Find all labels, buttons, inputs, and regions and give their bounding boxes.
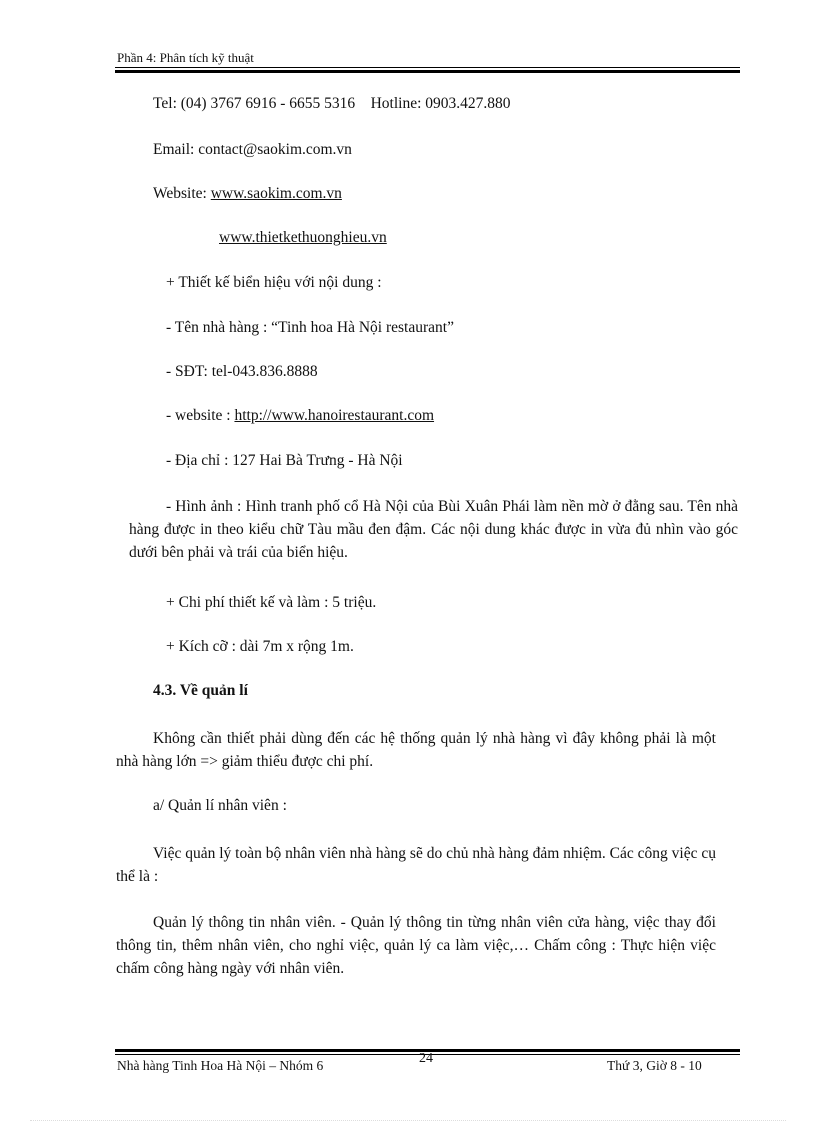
footer-left-text: Nhà hàng Tinh Hoa Hà Nội – Nhóm 6: [117, 1058, 324, 1073]
header-rule-thin: [115, 67, 740, 68]
management-paragraph-2: Quản lý thông tin nhân viên. - Quản lý thông tin từng nhân viên cửa hàng, việc thay đổi thông tin, thêm nhân viên, cho nghỉ việc, quản lý ca làm việc,… Chấm công : Thực hiện việc chấm công hàng ngày với nhân viên.: [116, 914, 716, 977]
page-number: 24: [419, 1051, 433, 1066]
website-link-saokim[interactable]: www.saokim.com.vn: [210, 185, 342, 202]
management-heading: 4.3. Về quản lí: [153, 682, 248, 699]
signboard-image-desc: - Hình ảnh : Hình tranh phố cổ Hà Nội của Bùi Xuân Phái làm nền mờ ở đằng sau. Tên nhà hàng được in theo kiểu chữ Tàu mầu đen đậm. Các nội dung khác được in vừa đủ nhìn vào góc dưới bên phải và trái của biển hiệu.: [129, 498, 738, 561]
website-label: Website:: [153, 185, 211, 202]
signboard-website-label: - website :: [166, 407, 235, 424]
signboard-address: - Địa chỉ : 127 Hai Bà Trưng - Hà Nội: [166, 452, 403, 469]
management-intro: Không cần thiết phải dùng đến các hệ thống quản lý nhà hàng vì đây không phải là một nhà hàng lớn => giảm thiểu được chi phí.: [116, 730, 716, 770]
header-rule-thick: [115, 70, 740, 73]
management-sub-heading: a/ Quản lí nhân viên :: [153, 797, 287, 814]
signboard-heading: + Thiết kế biển hiệu với nội dung :: [166, 274, 382, 291]
header-section-title: Phần 4: Phân tích kỹ thuật: [117, 50, 254, 65]
signboard-size: + Kích cỡ : dài 7m x rộng 1m.: [166, 638, 354, 655]
signboard-cost: + Chi phí thiết kế và làm : 5 triệu.: [166, 594, 377, 611]
website-line: [153, 185, 342, 203]
footer-right-text: Thứ 3, Giờ 8 - 10: [607, 1058, 702, 1073]
tel-line: Tel: (04) 3767 6916 - 6655 5316 Hotline: 0903.427.880: [153, 95, 511, 112]
website-link-thietke-wrap: [219, 229, 387, 247]
management-paragraph-1: Việc quản lý toàn bộ nhân viên nhà hàng sẽ do chủ nhà hàng đảm nhiệm. Các công việc cụ thể là :: [116, 845, 716, 885]
signboard-website-link[interactable]: http://www.hanoirestaurant.com: [234, 407, 435, 424]
signboard-phone: - SĐT: tel-043.836.8888: [166, 363, 318, 380]
signboard-name: - Tên nhà hàng : “Tinh hoa Hà Nội restaurant”: [166, 319, 454, 336]
page-bottom-divider: [30, 1120, 786, 1121]
website-link-thietkethuonghieu[interactable]: www.thietkethuonghieu.vn: [219, 229, 387, 246]
email-line: Email: contact@saokim.com.vn: [153, 141, 352, 158]
signboard-website: [166, 407, 434, 425]
